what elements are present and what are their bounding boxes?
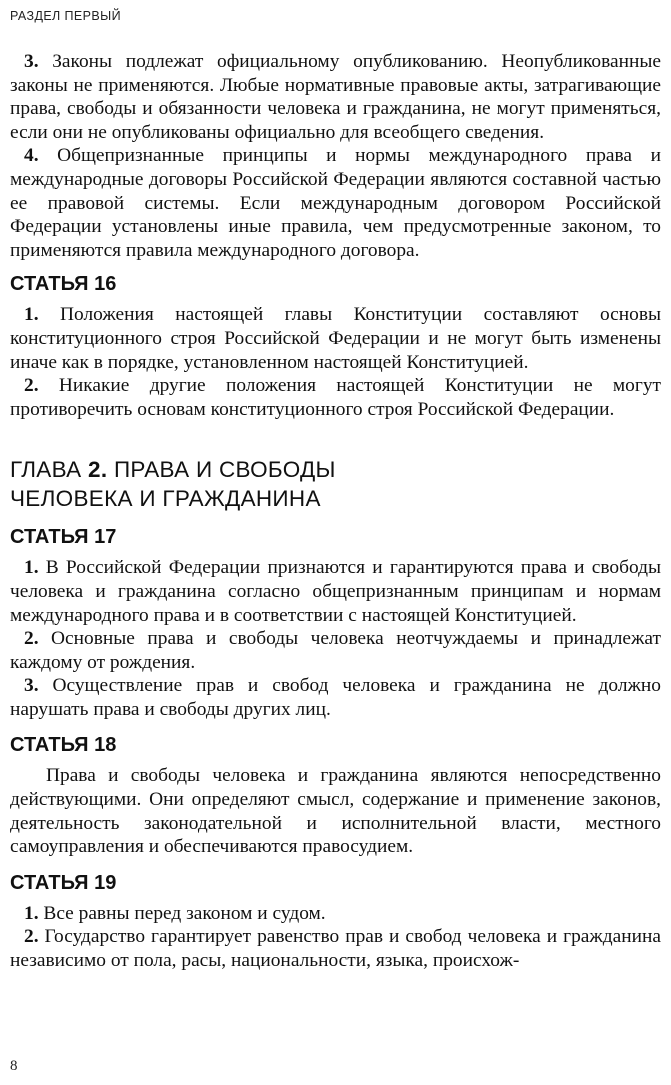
paragraph-text: Государство гарантирует равенство прав и свобод человека и гражданина независимо от пола, расы, национальности, языка, происхож-: [10, 926, 661, 972]
chapter-title-line-1: ПРАВА И СВОБОДЫ: [107, 457, 336, 483]
paragraph-number: 4.: [24, 145, 39, 167]
article-16-paragraph-1: [10, 303, 661, 374]
paragraph-number: 3.: [24, 675, 39, 697]
paragraph-text: Никакие другие положения настоящей Конституции не могут противоречить основам конституционного строя Российской Федерации.: [10, 375, 661, 420]
article-17-paragraph-2: [10, 627, 661, 674]
chapter-prefix: ГЛАВА: [10, 457, 89, 483]
article-16-heading: СТАТЬЯ 16: [10, 273, 117, 296]
paragraph-text: Осуществление прав и свобод человека и гражданина не должно нарушать права и свободы других лиц.: [10, 675, 661, 720]
paragraph-text: Все равны перед законом и судом.: [38, 902, 326, 924]
article-15-paragraph-4: [10, 144, 661, 262]
page-number: 8: [10, 1058, 18, 1074]
paragraph-number: 1.: [24, 557, 39, 579]
paragraph-number: 2.: [24, 375, 39, 397]
paragraph-text: Общепризнанные принципы и нормы международного права и международные договоры Российской Федерации являются составной частью ее правовой системы. Если международным договором Российской Федерации установлены иные правила, чем предусмотренные законом, то применяются правила международного договора.: [10, 145, 661, 261]
paragraph-number: 3.: [24, 51, 39, 72]
chapter-title-line-2: ЧЕЛОВЕКА И ГРАЖДАНИНА: [10, 486, 321, 512]
article-16-paragraph-2: [10, 374, 661, 421]
article-18-heading: СТАТЬЯ 18: [10, 734, 117, 757]
paragraph-text: Положения настоящей главы Конституции составляют основы конституционного строя Российской Федерации и не могут быть изменены иначе как в порядке, установленном настоящей Конституцией.: [10, 304, 661, 373]
paragraph-text: Законы подлежат официальному опубликованию. Неопубликованные законы не применяются. Любые нормативные правовые акты, затрагивающие права, свободы и обязанности человека и гражданина, не могут применяться, если они не опубликованы официально для всеобщего сведения.: [10, 51, 661, 143]
paragraph-number: 2.: [24, 926, 39, 948]
article-17-paragraph-3: [10, 674, 661, 721]
article-17-heading: СТАТЬЯ 17: [10, 526, 117, 549]
paragraph-text: Основные права и свободы человека неотчуждаемы и принадлежат каждому от рождения.: [10, 628, 661, 673]
article-19-paragraph-2: [10, 925, 661, 972]
chapter-2-heading: [10, 455, 661, 513]
chapter-number: 2.: [88, 457, 108, 483]
page-body: [10, 50, 661, 973]
paragraph-text: В Российской Федерации признаются и гарантируются права и свободы человека и гражданина согласно общепризнанным принципам и нормам международного права и в соответствии с настоящей Конституцией.: [10, 557, 661, 626]
paragraph-number: 1.: [24, 304, 39, 326]
article-19-heading: СТАТЬЯ 19: [10, 871, 117, 894]
article-19-paragraph-1: [10, 902, 661, 926]
article-15-paragraph-3: [10, 50, 661, 144]
article-18-text: Права и свободы человека и гражданина являются непосредственно действующими. Они определяют смысл, содержание и применение законов, деятельность законодательной и исполнительной власти, местного самоуправления и обеспечиваются правосудием.: [10, 765, 661, 858]
article-17-paragraph-1: [10, 556, 661, 627]
paragraph-number: 1.: [24, 902, 39, 924]
paragraph-number: 2.: [24, 628, 39, 650]
running-head: РАЗДЕЛ ПЕРВЫЙ: [10, 9, 121, 23]
